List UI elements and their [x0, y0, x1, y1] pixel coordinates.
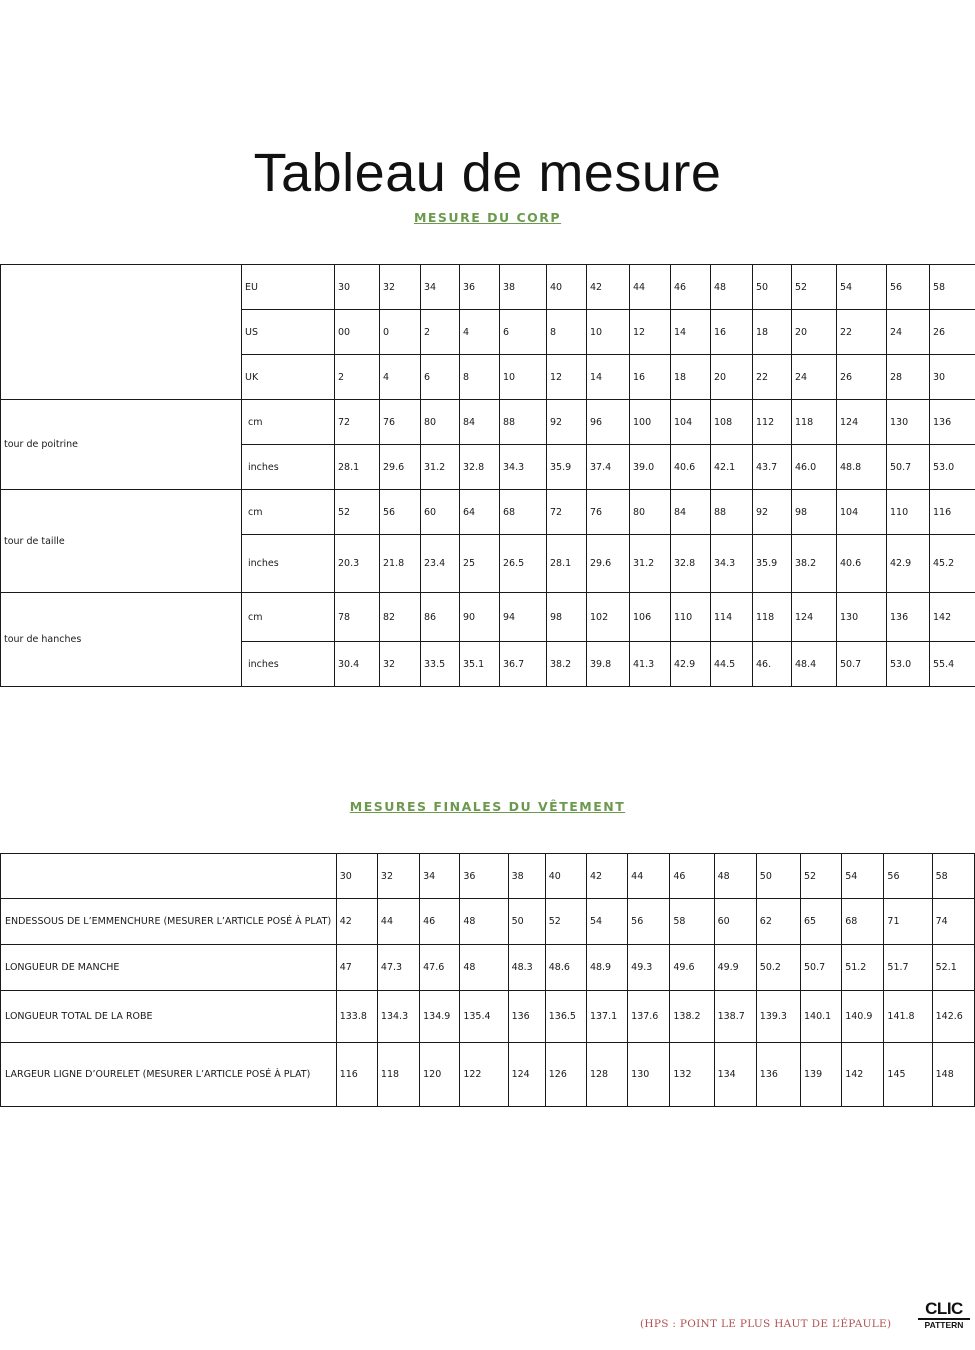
size-header-cell: 40	[545, 854, 586, 899]
value-cell-cm: 130	[837, 593, 887, 642]
garment-value-cell: 124	[508, 1043, 545, 1107]
size-cell: 4	[460, 310, 500, 355]
value-cell-cm: 92	[547, 400, 587, 445]
garment-value-cell: 136	[508, 991, 545, 1043]
garment-value-cell: 44	[377, 899, 419, 945]
value-cell-cm: 96	[587, 400, 630, 445]
size-cell: 26	[837, 355, 887, 400]
garment-measure-label: LONGUEUR DE MANCHE	[1, 945, 337, 991]
size-cell: 12	[630, 310, 671, 355]
value-cell-inches: 48.4	[792, 642, 837, 687]
value-cell-inches: 50.7	[887, 445, 930, 490]
garment-value-cell: 139	[801, 1043, 842, 1107]
garment-value-cell: 48.3	[508, 945, 545, 991]
size-cell: 44	[630, 265, 671, 310]
section-heading-body: MESURE DU CORP	[413, 210, 562, 225]
garment-value-cell: 142	[842, 1043, 884, 1107]
value-cell-inches: 38.2	[792, 535, 837, 593]
garment-value-cell: 58	[670, 899, 714, 945]
value-cell-cm: 84	[460, 400, 500, 445]
garment-value-cell: 54	[586, 899, 627, 945]
value-cell-cm: 84	[671, 490, 711, 535]
value-cell-cm: 118	[753, 593, 792, 642]
garment-value-cell: 60	[714, 899, 756, 945]
size-cell: 20	[711, 355, 753, 400]
blank-corner-cell	[1, 854, 337, 899]
garment-value-cell: 120	[420, 1043, 460, 1107]
value-cell-inches: 42.9	[887, 535, 930, 593]
value-cell-cm: 82	[380, 593, 421, 642]
garment-value-cell: 133.8	[336, 991, 377, 1043]
size-cell: 46	[671, 265, 711, 310]
garment-value-cell: 50	[508, 899, 545, 945]
garment-value-cell: 49.6	[670, 945, 714, 991]
garment-measure-label: LARGEUR LIGNE D’OURELET (MESURER L’ARTICLE POSÉ À PLAT)	[1, 1043, 337, 1107]
value-cell-cm: 114	[711, 593, 753, 642]
footnote: (HPS : POINT LE PLUS HAUT DE L’ÉPAULE)	[640, 1318, 892, 1330]
logo-line1: CLIC	[925, 1299, 963, 1318]
value-cell-inches: 31.2	[630, 535, 671, 593]
size-cell: 34	[421, 265, 460, 310]
size-header-cell: 38	[508, 854, 545, 899]
value-cell-cm: 86	[421, 593, 460, 642]
value-cell-cm: 104	[671, 400, 711, 445]
size-cell: 38	[500, 265, 547, 310]
value-cell-cm: 110	[887, 490, 930, 535]
garment-value-cell: 56	[628, 899, 670, 945]
size-cell: 16	[711, 310, 753, 355]
value-cell-inches: 40.6	[837, 535, 887, 593]
value-cell-cm: 76	[380, 400, 421, 445]
value-cell-cm: 78	[335, 593, 380, 642]
measure-name: tour de hanches	[1, 593, 242, 687]
garment-value-cell: 47.3	[377, 945, 419, 991]
size-cell: 56	[887, 265, 930, 310]
value-cell-inches: 28.1	[547, 535, 587, 593]
garment-value-cell: 52	[545, 899, 586, 945]
value-cell-inches: 50.7	[837, 642, 887, 687]
value-cell-cm: 90	[460, 593, 500, 642]
size-cell: 0	[380, 310, 421, 355]
size-system-label: EU	[242, 265, 335, 310]
size-header-cell: 34	[420, 854, 460, 899]
size-header-cell: 56	[884, 854, 932, 899]
size-header-cell: 36	[460, 854, 508, 899]
size-cell: 28	[887, 355, 930, 400]
size-header-cell: 48	[714, 854, 756, 899]
value-cell-cm: 130	[887, 400, 930, 445]
measure-name: tour de poitrine	[1, 400, 242, 490]
size-cell: 58	[930, 265, 975, 310]
size-cell: 30	[930, 355, 975, 400]
size-cell: 54	[837, 265, 887, 310]
value-cell-cm: 52	[335, 490, 380, 535]
section-heading-garment: MESURES FINALES DU VÊTEMENT	[349, 799, 626, 814]
garment-value-cell: 134.9	[420, 991, 460, 1043]
value-cell-cm: 102	[587, 593, 630, 642]
garment-value-cell: 138.2	[670, 991, 714, 1043]
garment-value-cell: 136	[756, 1043, 800, 1107]
value-cell-inches: 53.0	[930, 445, 975, 490]
garment-value-cell: 52.1	[932, 945, 974, 991]
garment-value-cell: 47	[336, 945, 377, 991]
value-cell-inches: 35.9	[547, 445, 587, 490]
value-cell-inches: 34.3	[500, 445, 547, 490]
garment-value-cell: 42	[336, 899, 377, 945]
blank-corner-cell	[1, 265, 242, 400]
measure-row-cm	[1, 400, 975, 445]
value-cell-cm: 104	[837, 490, 887, 535]
size-cell: 10	[500, 355, 547, 400]
garment-measure-label: LONGUEUR TOTAL DE LA ROBE	[1, 991, 337, 1043]
size-header-cell: 50	[756, 854, 800, 899]
size-cell: 8	[460, 355, 500, 400]
garment-value-cell: 48.6	[545, 945, 586, 991]
logo-line2: PATTERN	[918, 1318, 970, 1330]
garment-row	[1, 991, 975, 1043]
page-title: Tableau de mesure	[253, 143, 722, 203]
garment-row	[1, 1043, 975, 1107]
garment-value-cell: 49.3	[628, 945, 670, 991]
value-cell-inches: 20.3	[335, 535, 380, 593]
garment-value-cell: 116	[336, 1043, 377, 1107]
garment-value-cell: 138.7	[714, 991, 756, 1043]
size-cell: 42	[587, 265, 630, 310]
size-cell: 14	[671, 310, 711, 355]
garment-value-cell: 48	[460, 899, 508, 945]
value-cell-inches: 32.8	[671, 535, 711, 593]
garment-value-cell: 68	[842, 899, 884, 945]
value-cell-cm: 76	[587, 490, 630, 535]
garment-value-cell: 48	[460, 945, 508, 991]
value-cell-inches: 42.9	[671, 642, 711, 687]
garment-value-cell: 142.6	[932, 991, 974, 1043]
garment-value-cell: 49.9	[714, 945, 756, 991]
size-header-cell: 54	[842, 854, 884, 899]
unit-label-inches: inches	[242, 642, 335, 687]
value-cell-inches: 39.0	[630, 445, 671, 490]
garment-value-cell: 51.2	[842, 945, 884, 991]
value-cell-inches: 29.6	[380, 445, 421, 490]
value-cell-cm: 92	[753, 490, 792, 535]
value-cell-cm: 98	[547, 593, 587, 642]
garment-value-cell: 145	[884, 1043, 932, 1107]
value-cell-cm: 68	[500, 490, 547, 535]
size-header-cell: 44	[628, 854, 670, 899]
garment-value-cell: 62	[756, 899, 800, 945]
garment-value-cell: 50.2	[756, 945, 800, 991]
value-cell-cm: 136	[930, 400, 975, 445]
value-cell-inches: 43.7	[753, 445, 792, 490]
garment-value-cell: 140.1	[801, 991, 842, 1043]
value-cell-inches: 32.8	[460, 445, 500, 490]
value-cell-cm: 116	[930, 490, 975, 535]
body-measurement-table	[0, 264, 975, 687]
size-cell: 48	[711, 265, 753, 310]
garment-value-cell: 65	[801, 899, 842, 945]
garment-value-cell: 134.3	[377, 991, 419, 1043]
value-cell-inches: 53.0	[887, 642, 930, 687]
value-cell-cm: 60	[421, 490, 460, 535]
size-cell: 36	[460, 265, 500, 310]
unit-label-cm: cm	[242, 490, 335, 535]
value-cell-cm: 136	[887, 593, 930, 642]
size-cell: 12	[547, 355, 587, 400]
value-cell-inches: 48.8	[837, 445, 887, 490]
garment-value-cell: 71	[884, 899, 932, 945]
value-cell-cm: 88	[711, 490, 753, 535]
size-cell: 24	[887, 310, 930, 355]
value-cell-cm: 80	[421, 400, 460, 445]
value-cell-cm: 72	[335, 400, 380, 445]
garment-value-cell: 132	[670, 1043, 714, 1107]
size-header-cell: 52	[801, 854, 842, 899]
garment-row	[1, 945, 975, 991]
value-cell-inches: 42.1	[711, 445, 753, 490]
value-cell-cm: 56	[380, 490, 421, 535]
value-cell-inches: 34.3	[711, 535, 753, 593]
size-cell: 52	[792, 265, 837, 310]
garment-measure-label: ENDESSOUS DE L’EMMENCHURE (MESURER L’ARTICLE POSÉ À PLAT)	[1, 899, 337, 945]
size-cell: 6	[421, 355, 460, 400]
value-cell-inches: 45.2	[930, 535, 975, 593]
value-cell-inches: 41.3	[630, 642, 671, 687]
garment-value-cell: 51.7	[884, 945, 932, 991]
unit-label-cm: cm	[242, 593, 335, 642]
garment-value-cell: 148	[932, 1043, 974, 1107]
size-cell: 22	[753, 355, 792, 400]
size-header-cell: 32	[377, 854, 419, 899]
value-cell-inches: 46.0	[792, 445, 837, 490]
garment-value-cell: 135.4	[460, 991, 508, 1043]
measure-row-cm	[1, 593, 975, 642]
value-cell-cm: 142	[930, 593, 975, 642]
value-cell-inches: 35.9	[753, 535, 792, 593]
size-cell: 2	[421, 310, 460, 355]
garment-value-cell: 74	[932, 899, 974, 945]
value-cell-inches: 44.5	[711, 642, 753, 687]
measure-row-cm	[1, 490, 975, 535]
unit-label-inches: inches	[242, 445, 335, 490]
garment-value-cell: 118	[377, 1043, 419, 1107]
garment-value-cell: 139.3	[756, 991, 800, 1043]
garment-value-cell: 126	[545, 1043, 586, 1107]
value-cell-cm: 64	[460, 490, 500, 535]
value-cell-cm: 112	[753, 400, 792, 445]
size-cell: 40	[547, 265, 587, 310]
garment-measurement-table	[0, 853, 975, 1107]
size-cell: 32	[380, 265, 421, 310]
value-cell-inches: 25	[460, 535, 500, 593]
garment-value-cell: 122	[460, 1043, 508, 1107]
garment-value-cell: 130	[628, 1043, 670, 1107]
size-system-label: US	[242, 310, 335, 355]
size-cell: 2	[335, 355, 380, 400]
value-cell-cm: 124	[837, 400, 887, 445]
value-cell-inches: 26.5	[500, 535, 547, 593]
brand-logo	[918, 1300, 970, 1330]
size-cell: 18	[753, 310, 792, 355]
size-header-cell: 58	[932, 854, 974, 899]
size-cell: 20	[792, 310, 837, 355]
size-cell: 4	[380, 355, 421, 400]
garment-value-cell: 46	[420, 899, 460, 945]
value-cell-inches: 32	[380, 642, 421, 687]
garment-header-row	[1, 854, 975, 899]
value-cell-inches: 38.2	[547, 642, 587, 687]
value-cell-cm: 88	[500, 400, 547, 445]
value-cell-inches: 36.7	[500, 642, 547, 687]
unit-label-cm: cm	[242, 400, 335, 445]
value-cell-cm: 118	[792, 400, 837, 445]
garment-row	[1, 899, 975, 945]
value-cell-inches: 33.5	[421, 642, 460, 687]
size-cell: 6	[500, 310, 547, 355]
size-cell: 18	[671, 355, 711, 400]
garment-value-cell: 48.9	[586, 945, 627, 991]
size-cell: 8	[547, 310, 587, 355]
size-cell: 10	[587, 310, 630, 355]
unit-label-inches: inches	[242, 535, 335, 593]
size-system-label: UK	[242, 355, 335, 400]
value-cell-cm: 124	[792, 593, 837, 642]
garment-value-cell: 137.6	[628, 991, 670, 1043]
value-cell-inches: 31.2	[421, 445, 460, 490]
value-cell-cm: 72	[547, 490, 587, 535]
value-cell-inches: 40.6	[671, 445, 711, 490]
garment-value-cell: 137.1	[586, 991, 627, 1043]
size-cell: 26	[930, 310, 975, 355]
value-cell-inches: 28.1	[335, 445, 380, 490]
value-cell-cm: 98	[792, 490, 837, 535]
size-cell: 00	[335, 310, 380, 355]
size-row	[1, 265, 975, 310]
value-cell-inches: 23.4	[421, 535, 460, 593]
value-cell-inches: 30.4	[335, 642, 380, 687]
value-cell-inches: 35.1	[460, 642, 500, 687]
garment-value-cell: 134	[714, 1043, 756, 1107]
value-cell-cm: 100	[630, 400, 671, 445]
value-cell-inches: 29.6	[587, 535, 630, 593]
garment-value-cell: 140.9	[842, 991, 884, 1043]
value-cell-inches: 55.4	[930, 642, 975, 687]
size-header-cell: 42	[586, 854, 627, 899]
size-cell: 16	[630, 355, 671, 400]
size-header-cell: 30	[336, 854, 377, 899]
garment-value-cell: 128	[586, 1043, 627, 1107]
value-cell-inches: 37.4	[587, 445, 630, 490]
value-cell-cm: 80	[630, 490, 671, 535]
garment-value-cell: 141.8	[884, 991, 932, 1043]
measure-name: tour de taille	[1, 490, 242, 593]
garment-value-cell: 136.5	[545, 991, 586, 1043]
size-cell: 50	[753, 265, 792, 310]
value-cell-cm: 108	[711, 400, 753, 445]
value-cell-inches: 21.8	[380, 535, 421, 593]
size-cell: 14	[587, 355, 630, 400]
garment-value-cell: 50.7	[801, 945, 842, 991]
size-cell: 22	[837, 310, 887, 355]
size-header-cell: 46	[670, 854, 714, 899]
value-cell-inches: 39.8	[587, 642, 630, 687]
size-cell: 30	[335, 265, 380, 310]
size-cell: 24	[792, 355, 837, 400]
value-cell-cm: 110	[671, 593, 711, 642]
value-cell-cm: 94	[500, 593, 547, 642]
value-cell-inches: 46.	[753, 642, 792, 687]
garment-value-cell: 47.6	[420, 945, 460, 991]
value-cell-cm: 106	[630, 593, 671, 642]
